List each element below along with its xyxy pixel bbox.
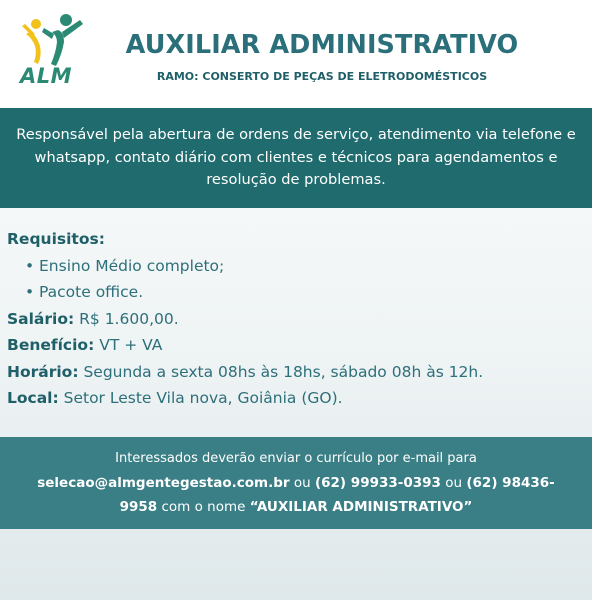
requirement-text: Ensino Médio completo;: [39, 256, 225, 275]
benefits-label: Benefício:: [7, 336, 95, 354]
contact-email-link[interactable]: selecao@almgentegestao.com.br: [37, 475, 290, 491]
location-value: Setor Leste Vila nova, Goiânia (GO).: [63, 389, 343, 407]
salary-row: [7, 306, 587, 333]
location-label: Local:: [7, 389, 59, 407]
hours-row: [7, 359, 587, 386]
benefits-value: VT + VA: [99, 336, 163, 354]
contact-phone-2[interactable]: (62) 98436-: [466, 475, 555, 491]
contact-separator: ou: [289, 475, 315, 491]
contact-line: [0, 475, 592, 491]
contact-line-2: [0, 499, 592, 515]
contact-name-text: com o nome: [157, 499, 250, 515]
job-details: [7, 226, 587, 412]
benefits-row: [7, 332, 587, 359]
requirement-text: Pacote office.: [39, 283, 144, 301]
location-row: [7, 385, 587, 412]
page-title: AUXILIAR ADMINISTRATIVO: [125, 30, 519, 60]
contact-phone-2-end[interactable]: 9958: [119, 499, 158, 515]
contact-intro: Interessados deverão enviar o currículo por e-mail para: [115, 451, 477, 466]
logo-text: ALM: [20, 64, 73, 88]
hours-label: Horário:: [7, 362, 79, 381]
bullet-icon: •: [25, 283, 35, 301]
page-subtitle: RAMO: CONSERTO DE PEÇAS DE ELETRODOMÉSTICOS: [156, 70, 488, 83]
bullet-icon: •: [25, 256, 35, 275]
requirements-label: Requisitos:: [7, 230, 105, 248]
contact-band: [0, 437, 592, 529]
salary-value: R$ 1.600,00.: [79, 309, 179, 328]
description-band: [0, 108, 592, 208]
job-description: Responsável pela abertura de ordens de serviço, atendimento via telefone e whatsapp, contato diário com clientes e técnicos para agendamentos e resolução de problemas.: [16, 126, 576, 189]
list-item: [7, 253, 587, 280]
contact-job-name: “AUXILIAR ADMINISTRATIVO”: [249, 499, 473, 515]
salary-label: Salário:: [7, 309, 75, 328]
hours-value: Segunda a sexta 08hs às 18hs, sábado 08h às 12h.: [83, 362, 484, 381]
list-item: [7, 279, 587, 306]
header: [0, 0, 592, 108]
contact-phone-1[interactable]: (62) 99933-0393: [314, 475, 441, 491]
requirements-heading: [7, 226, 587, 253]
contact-separator: ou: [440, 475, 467, 491]
